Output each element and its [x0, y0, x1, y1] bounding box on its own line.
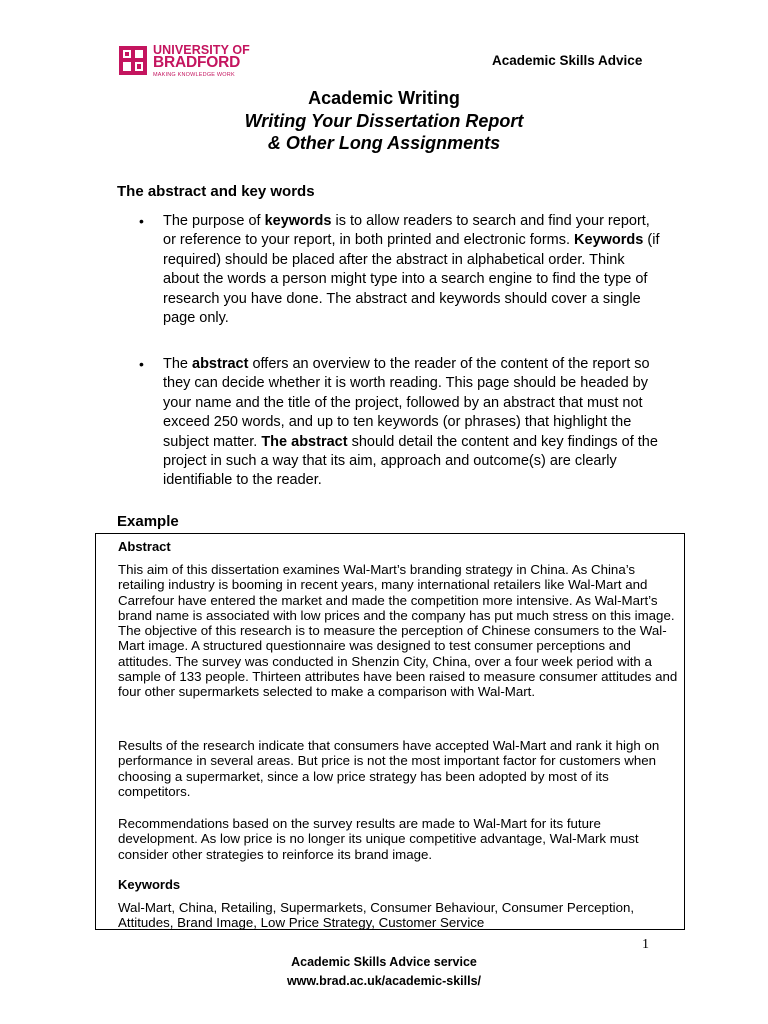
page-number: 1	[642, 937, 649, 952]
title-sub1: Writing Your Dissertation Report	[244, 111, 524, 131]
footer	[0, 953, 768, 991]
bullet-abstract-text: The abstract offers an overview to the reader of the content of the report so they can decide whether it is worth reading. This page should be headed by your name and the title of the project, followed by an abstract that must not exceed 250 words, and up to ten keywords (or phrases) that highlight the subject matter. The abstract should detail the content and key findings of the project in such a way that its aim, approach and outcome(s) are clearly identifiable to the reader.	[163, 356, 658, 489]
logo-mark-icon	[117, 43, 149, 77]
keywords-list: Wal-Mart, China, Retailing, Supermarkets, Consumer Behaviour, Consumer Perception, Attitudes, Brand Image, Low Price Strategy, Customer Service	[118, 900, 635, 931]
abstract-paragraph-1: This aim of this dissertation examines Wal-Mart’s branding strategy in China. As China’s retailing industry is booming in recent years, many international retailers like Wal-Mart and Carrefour have entered the market and made the competition more intensive. As Wal-Mart’s brand name is associated with low prices and the company has put much stress on this image. The objective of this research is to measure the perception of Chinese consumers to the Wal-Mart image. A structured questionnaire was designed to test consumer perceptions and attitudes. The survey was conducted in Shenzin City, China, over a four week period with a sample of 133 people. Thirteen attributes have been raised to measure consumer attitudes and four other supermarkets selected to make a comparison with Wal-Mart.	[118, 562, 678, 700]
bullet-keywords-text: The purpose of keywords is to allow readers to search and find your report, or reference to your report, in both printed and electronic forms. Keywords (if required) should be placed after the abstract in alphabetical order. Think about the words a person might type into a search engine to find the type of research you have done. The abstract and keywords should cover a single page only.	[163, 213, 660, 327]
logo-line2: BRADFORD	[153, 54, 241, 71]
logo-tagline: MAKING KNOWLEDGE WORK	[153, 72, 235, 78]
service-title: Academic Skills Advice	[492, 53, 643, 68]
example-box	[95, 533, 685, 930]
title-sub2: & Other Long Assignments	[267, 133, 501, 153]
abstract-paragraph-3: Recommendations based on the survey results are made to Wal-Mart for its future development. As low price is no longer its unique competitive advantage, Wal-Mark must consider other strategies to reinforce its brand image.	[118, 816, 639, 862]
university-logo	[117, 43, 250, 81]
title-main: Academic Writing	[308, 88, 460, 108]
abstract-paragraph-2: Results of the research indicate that consumers have accepted Wal-Mart and rank it high on performance in several areas. But price is not the most important factor for customers when choosing a supermarket, since a low price strategy has been adopted by most of its competitors.	[118, 738, 660, 799]
logo-line1: UNIVERSITY OF	[153, 43, 250, 57]
footer-service: Academic Skills Advice service	[291, 955, 477, 969]
section-heading: The abstract and key words	[117, 183, 315, 200]
footer-url: www.brad.ac.uk/academic-skills/	[286, 974, 482, 988]
abstract-heading: Abstract	[118, 539, 171, 554]
keywords-heading: Keywords	[118, 877, 181, 892]
document-title	[0, 87, 768, 154]
bullet-dot-icon: •	[139, 356, 144, 372]
example-heading: Example	[117, 513, 179, 530]
bullet-dot-icon: •	[139, 213, 144, 229]
